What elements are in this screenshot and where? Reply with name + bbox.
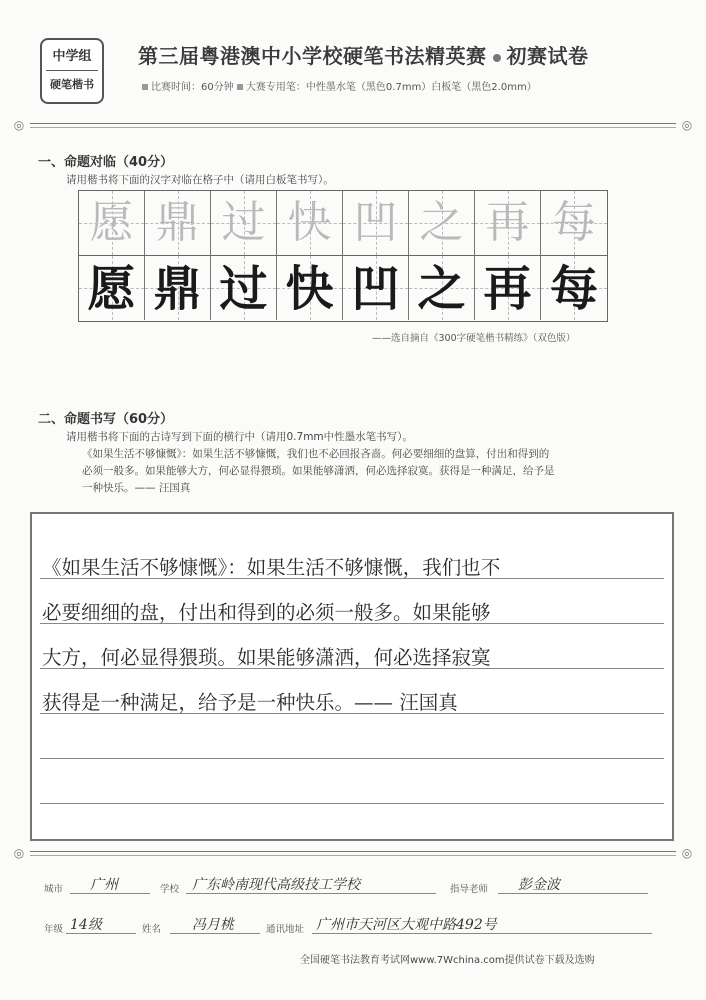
grid-cell <box>475 191 541 255</box>
address-value: 广州市天河区大观中路492号 <box>316 917 497 933</box>
written-char: 凹 <box>351 261 400 317</box>
poem-line: 一种快乐。—— 汪国真 <box>82 482 191 494</box>
writing-box <box>30 512 674 841</box>
poem-line: 《如果生活不够慷慨》：如果生活不够慷慨，我们也不必回报吝啬。何必要细细的盘算，付出和得到的 <box>82 448 550 460</box>
title-sub: 初赛试卷 <box>506 44 589 68</box>
exam-pen: 大赛专用笔：中性墨水笔（黑色0.7mm）白板笔（黑色2.0mm） <box>245 82 537 93</box>
source-citation: ——选自摘自《300字硬笔楷书精练》（双色版） <box>372 333 576 344</box>
city-label: 城市 <box>44 884 64 895</box>
address-label: 通讯地址 <box>266 924 305 935</box>
grid-cell <box>145 191 211 255</box>
written-char: 过 <box>219 261 268 317</box>
writing-rule <box>40 758 664 759</box>
written-char: 快 <box>285 261 334 317</box>
grid-cell <box>541 191 607 255</box>
ornament-icon: ◎ <box>13 846 25 860</box>
badge-divider <box>46 70 98 71</box>
grade-underline <box>66 933 136 934</box>
model-char: 每 <box>552 197 596 248</box>
school-underline <box>186 893 436 894</box>
grid-cell <box>277 256 343 320</box>
title-dot-icon <box>493 54 501 62</box>
section2-instruction: 请用楷书将下面的古诗写到下面的横行中（请用0.7mm中性墨水笔书写）。 <box>66 431 413 443</box>
name-value: 冯月桃 <box>192 917 234 933</box>
poem-text <box>82 446 642 497</box>
title-main: 第三届粤港澳中小学校硬笔书法精英赛 <box>138 44 487 68</box>
model-char: 凹 <box>353 197 398 248</box>
badge-category-label: 硬笔楷书 <box>50 78 94 91</box>
footer-note: 全国硬笔书法教育考试网www.7Wchina.com提供试卷下载及选购 <box>300 955 595 966</box>
school-value: 广东岭南现代高级技工学校 <box>192 877 360 893</box>
model-char: 之 <box>419 197 464 248</box>
group-badge <box>40 38 104 104</box>
address-underline <box>312 933 652 934</box>
grid-cell <box>409 191 475 255</box>
grid-cell <box>211 191 277 255</box>
grid-cell <box>541 256 607 320</box>
section1-title: 一、命题对临（40分） <box>38 155 174 170</box>
bullet-icon <box>237 84 243 90</box>
badge-group-label: 中学组 <box>52 49 92 64</box>
grid-cell <box>277 191 343 255</box>
section1-instruction: 请用楷书将下面的汉字对临在格子中（请用白板笔书写）。 <box>66 174 334 186</box>
teacher-value: 彭金波 <box>518 877 560 893</box>
name-label: 姓名 <box>142 924 162 935</box>
grid-cell <box>343 191 409 255</box>
ornament-icon: ◎ <box>13 118 25 132</box>
ornament-icon: ◎ <box>681 118 693 132</box>
section2-title: 二、命题书写（60分） <box>38 412 174 427</box>
model-char: 再 <box>485 197 530 248</box>
model-char: 快 <box>287 197 332 248</box>
exam-time: 比赛时间：60分钟 <box>151 82 234 93</box>
teacher-label: 指导老师 <box>450 884 489 895</box>
city-value: 广州 <box>90 877 118 893</box>
grade-label: 年级 <box>44 924 64 935</box>
teacher-underline <box>498 893 648 894</box>
city-underline <box>70 893 150 894</box>
ornament-icon: ◎ <box>681 846 693 860</box>
writing-rule <box>40 803 664 804</box>
name-underline <box>170 933 260 934</box>
written-char: 再 <box>483 261 532 317</box>
grid-cell <box>145 256 211 320</box>
written-char: 鼎 <box>153 261 202 317</box>
top-divider <box>8 118 698 134</box>
bottom-divider <box>8 846 698 862</box>
page-title <box>138 40 589 69</box>
grid-cell <box>79 256 145 320</box>
school-label: 学校 <box>160 884 180 895</box>
handwritten-line: 获得是一种满足，给予是一种快乐。—— 汪国真 <box>42 691 458 714</box>
grid-cell <box>475 256 541 320</box>
grid-cell <box>409 256 475 320</box>
handwritten-line: 必要细细的盘，付出和得到的必须一般多。如果能够 <box>42 601 491 624</box>
written-char: 每 <box>549 261 598 317</box>
handwritten-line: 《如果生活不够慷慨》：如果生活不够慷慨，我们也不 <box>42 556 501 579</box>
poem-line: 必须一般多。如果能够大方，何必显得猥琐。如果能够潇洒，何必选择寂寞。获得是一种满足，给予是 <box>82 465 555 477</box>
model-char: 愿 <box>89 197 134 248</box>
grade-value: 14级 <box>70 917 102 933</box>
grid-cell <box>79 191 145 255</box>
bullet-icon <box>142 84 148 90</box>
handwritten-line: 大方，何必显得猥琐。如果能够潇洒，何必选择寂寞 <box>42 646 491 669</box>
grid-cell <box>211 256 277 320</box>
written-char: 愿 <box>87 261 136 317</box>
written-char: 之 <box>417 261 466 317</box>
grid-cell <box>343 256 409 320</box>
model-char: 鼎 <box>155 197 200 248</box>
copy-grid <box>78 190 608 322</box>
model-char: 过 <box>221 197 266 248</box>
exam-info <box>142 78 537 93</box>
